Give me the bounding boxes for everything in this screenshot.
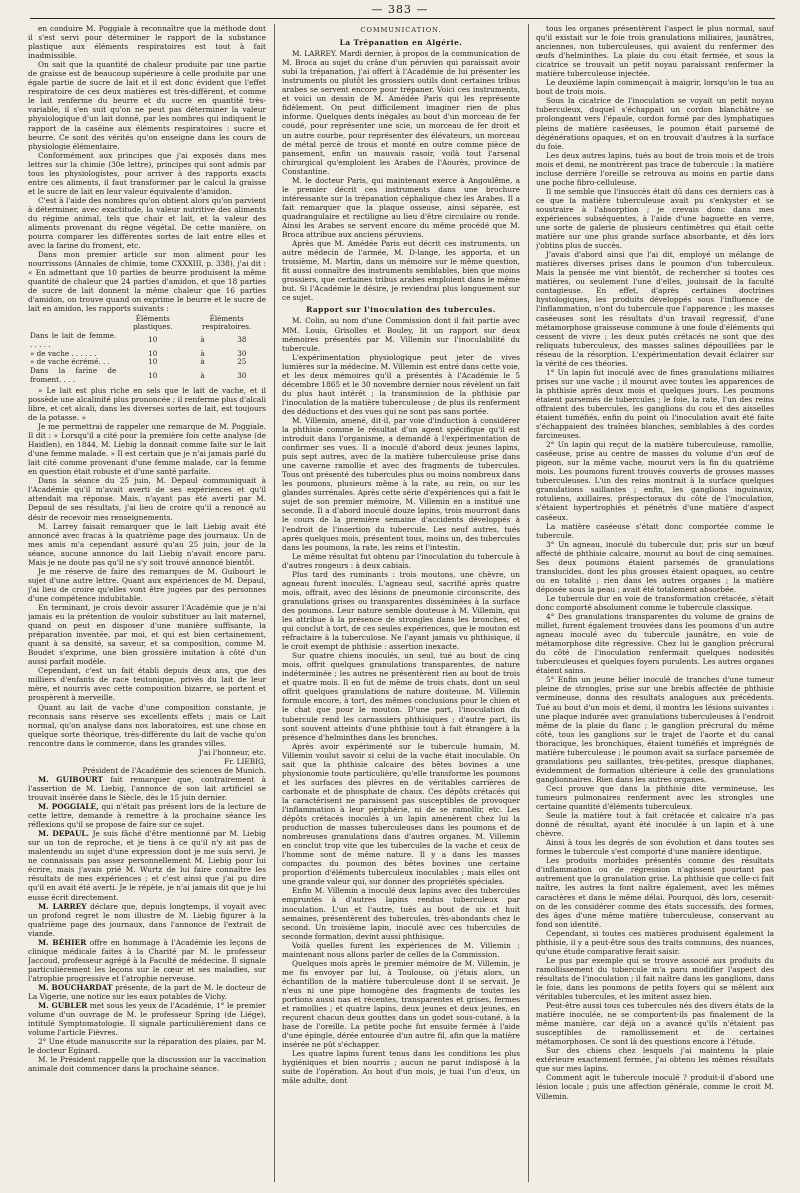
paragraph: Je me réserve de faire des remarques de M. Guibourt le sujet d'une autre lettre. Quant aux expériences de M. Depaul, j'ai lieu de croire qu'elles vont être jugées par des personnes d'une compétence indubitable.: [28, 566, 266, 603]
table-cell: 10: [148, 370, 158, 380]
table-cell: 10: [148, 357, 158, 367]
table-cell: 10: [148, 335, 158, 345]
table-header-cell: Éléments respiratoires.: [202, 313, 252, 332]
paragraph: Cependant, c'est un fait établi depuis deux ans, que des milliers d'enfants de race teutonique, privés du lait de leur mère, et nourris avec cette composition bizarre, se portent et prospèrent à merveille.: [28, 666, 266, 703]
note-text: déclare que, depuis longtemps, il voyait avec un profond regret le nom illustre de M. Liebig figurer à la quatrième page des journaux, dans l'annonce de l'extrait de viande.: [28, 901, 266, 938]
paragraph: Je me permettrai de rappeler une remarque de M. Poggiale. Il dit : « Lorsqu'il a cité pour la première fois cette analyse (de Haidlen), en 1844, M. Liebig la donnait comme faite sur le lait d'une femme malade. » Il est certain que je n'ai jamais parlé du lait cité comme provenant d'une femme malade, car la femme en question était robuste et d'une santé parfaite.: [28, 422, 266, 477]
paragraph: Quant au lait de vache d'une composition constante, je reconnais sans réserve ses excellents effets ; mais ce Lait normal, qu'on analyse dans nos laboratoires, est une chose en quelque sorte théorique, très-différente du lait de vache qu'on rencontre dans le commerce, dans les grandes villes.: [28, 702, 266, 748]
table-cell: 25: [237, 357, 247, 367]
note-text: Je suis fâché d'être mentionné par M. Liebig sur un ton de reproche, et je tiens à ce qu'il n'y ait pas de malentendu au sujet d'une expression dont je me suis servi. Je ne connaissais pas assez personnellement M. Liebig pour lui écrire, mais j'avais prié M. Wurtz de lui faire connaître les résultats de mes expériences ; et c'est ainsi que j'ai pu dire qu'il en avait été averti. Je le répète, je n'ai jamais dit que je lui eusse écrit directement.: [28, 829, 266, 902]
table-row: [28, 367, 266, 385]
speaker-name: M. BÉHIER: [38, 937, 87, 947]
paragraph: C'est à l'aide des nombres qu'on obtient alors qu'on parvient à déterminer, avec exactitude, la valeur nutritive des aliments du régime animal, tels que chair et lait, et la valeur des aliments provenant du règne végétal. De cette manière, on pourra comparer les différentes sortes de lait entre elles et avec la farine du froment, etc.: [28, 195, 266, 251]
note-text: M. le Président rappelle que la discussion sur la vaccination animale doit commencer dans la prochaine séance.: [28, 1055, 266, 1074]
paragraph: 2° Un lapin qui reçut de la matière tuberculeuse, ramollie, caséeuse, prise au centre de masses du volume d'un œuf de pigeon, sur la même vache, mourut vers la fin du quatrième mois. Les poumons furent trouvés couverts de grosses masses tuberculeuses. L'un des reins montrait à la surface quelques granulations saillantes ; enfin, les ganglions inguinaux, rotuliens, axillaires, préspectoraux du côté de l'inoculation, s'étaient hypertrophiés et pénétrés d'une matière d'aspect caséeux.: [536, 440, 774, 522]
report-title: Rapport sur l'inoculation des tubercules.: [306, 305, 496, 315]
paragraph: M. Villemin, amené, dit-il, par voie d'induction à considérer la phthisie comme le résultat d'un agent spécifique qu'il est introduit dans l'organisme, a demandé à l'expérimentation de confirmer ses vues. Il a inoculé d'abord deux jeunes lapins, puis sept autres, avec de la matière tuberculeuse prise dans une caverne ramollie et avec des fragments de tubercules. Tous ont présenté des tubercules plus ou moins nombreux dans les poumons, plusieurs même à la rate, au rein, ou sur les glandes surrénales. Après cette série d'expériences qui a fait le sujet de son premier mémoire, M. Villemin en a institué une seconde. Il a d'abord inoculé douze lapins, trois mourront dans le cours de la première semaine d'accidents développés à l'endroit de l'insertion du tubercule. Les neuf autres, tués après quelques mois, présentent tous, moins un, des tubercules dans les poumons, la rate, les reins et l'intestin.: [282, 415, 520, 552]
session-note: [28, 829, 266, 901]
paragraph: Il me semble que l'insuccès était dû dans ces derniers cas à ce que la matière tuberculeuse avait pu s'enkyster et se soustraire à l'absorption ; je crevais donc dans mes expériences subséquentes, à l'aide d'une baguette en verre, une sorte de galerie de plusieurs centimètres qui était cette matière sur une plus grande surface absorbante, et dès lors j'obtins plus de succès.: [536, 186, 774, 251]
paragraph: Après avoir expérimenté sur le tubercule humain, M. Villemin voulut savoir si celui de la vache était inoculable. On sait que la phthisie calcaire des bêtes bovines a une physionomie toute particulière, qu'elle transforme les poumons et les surfaces des plèvres en de véritables carrières de carbonate et de phosphate de chaux. Ces dépôts crétacés qui la caractérisent ne paraissent pas susceptibles de provoquer l'inflammation à leur périphérie, ni de se ramollir, etc. Les dépôts crétacés inoculés à un lapin amenèrent chez lui la production de masses tuberculeuses dans les poumons et de nombreuses granulations dans d'autres organes. M. Villemin en conclut trop vite que les tubercules de la vache et ceux de l'homme sont de même nature. Il y a dans les masses compactes du poumon des bêtes bovines une certaine proportion d'éléments tuberculeux inoculables ; mais elles ont une grande valeur qui, sur donner des propriétés spéciales.: [282, 741, 520, 887]
header-rule: [30, 18, 775, 19]
paragraph: 1° Un lapin fut inoculé avec de fines granulations miliaires prises sur une vache ; il mourut avec toutes les apparences de la phthisie après deux mois et quelques jours. Les poumons étaient parsemés de tubercules ; le foie, la rate, l'un des reins offraient des tubercules, les ganglions du cou et des aisselles étaient tuméfiés, enfin du point où l'inoculation avait été faite s'échappaient des traînées blanches, semblables à des cordes farcineuses.: [536, 367, 774, 441]
ratio-table: [28, 315, 266, 385]
paragraph: 4° Des granulations transparentes du volume de grains de millet, furent également trouvées dans les poumons d'un autre agneau inoculé avec du tubercule jaunâtre, en voie de métamorphose dite régressive. Chez lui le ganglion précrural du côté de l'inoculation renfermait quelques nodosités tuberculeuses et quelques foyers purulents. Les autres organes étaient sains.: [536, 612, 774, 676]
paragraph: Les produits morbides présentés comme des résultats d'inflammation ou de régression n'agissent pourtant pas autrement que la granulation grise. La phthisie que celle-ci fait naître, les autres la font naître également, avec les mêmes caractères et dans le même délai. Pourquoi, dès lors, ceserait-on de les considérer comme des états successifs, des formes, des âges d'une même matière tuberculeuse, conservant au fond son identité.: [536, 856, 774, 929]
paragraph: M. Larrey faisait remarquer que le lait Liebig avait été annoncé avec fracas à la quatrième page des journaux. Un de mes amis m'a cependant assuré qu'au 25 juin, jour de la séance, aucune annonce du lait Liebig n'avait encore paru. Mais je ne doute pas qu'il ne s'y soit trouvé annoncé bientôt.: [28, 521, 266, 567]
paragraph: » Le lait est plus riche en sels que le lait de vache, et il possède une alcalinité plus prononcée ; il renferme plus d'alcali libre, et cet alcali, dans les diverses sortes de lait, est toujours de la potasse. »: [28, 385, 266, 423]
table-cell: à: [200, 348, 205, 358]
session-note: [28, 802, 266, 829]
table-row: [28, 332, 266, 350]
speaker-name: M. BOUCHARDAT: [38, 982, 113, 992]
signature: Fr. LIEBIG,: [224, 756, 266, 766]
session-note: [28, 902, 266, 938]
paragraph: Quelques mois après le premier mémoire de M. Villemin, je me fis envoyer par lui, à Toulouse, où j'étais alors, un échantillon de la matière tuberculeuse dont il se servait. Je n'eus ni une pipe homogène des fragments de toutes les portions aussi nas et récentes, transparentes et grises, fermes et ramollies ; et quatre lapins, deux jeunes et deux jeunes, en reçurent chacun deux gouttes dans un godet sous-cutané, à la base de l'oreille. La petite poche fut ensuite fermée à l'aide d'une épingle, dérée entourée d'un autre fil, afin que la matière insérée ne pût s'échapper.: [282, 958, 520, 1050]
paragraph: Les quatre lapins furent tenus dans les conditions les plus hygiéniques et bien nourris ; aucun ne parut indisposé à la suite de l'opération. Au bout d'un mois, je tuai l'un d'eux, un mâle adulte, dont: [282, 1049, 520, 1086]
paragraph: En terminant, je crois devoir assurer l'Académie que je n'ai jamais eu la prétention de vouloir substituer au lait maternel, quand on peut en disposer d'une manière suffisante, la préparation inventée, par moi, et qui est bien certainement, quant à sa densité, sa saveur, et sa composition, comme M. Boudet s'exprime, une bien grossière imitation à côté d'un aussi parfait modèle.: [28, 603, 266, 667]
note-text: offre en hommage à l'Académie les leçons de clinique médicale faites à la Charité par M. le professeur Jaccoud, professeur agrégé à la Faculté de médecine. Il signale particulièrement les leçons sur le cœur et ses maladies, sur l'atrophie progressive et l'atrophie nerveuse.: [28, 937, 266, 983]
note-text: 2° Une étude manuscrite sur la réparation des plaies, par M. le docteur Eginard.: [28, 1037, 266, 1056]
session-note: [28, 983, 266, 1001]
paragraph: Comment agit le tubercule inoculé ? produit-il d'abord une lésion locale ; puis une affection générale, comme le croit M. Villemin.: [536, 1073, 774, 1101]
paragraph: Peut-être aussi tous ces tubercules nés des divers états de la matière inoculée, ne se comportent-ils pas finalement de la même manière, car déjà on a avancé qu'ils n'étaient pas susceptibles de ramollissement et de certaines métamorphoses. Ce sont là des questions encore à l'étude.: [536, 1001, 774, 1047]
table-cell: à: [200, 357, 205, 367]
table-cell: » de vache . . . . . .: [30, 348, 97, 358]
paragraph: Après que M. Amédée Paris eut décrit ces instruments, un autre médecin de l'armée, M. D-lange, les apporta, et un troisième, M. Martin, dans un mémoire sur le même question, fit aussi connaître des instruments semblables, bien que moins grossiers, que certaines tribus arabes emploient dans le même but. Si l'Académie le désire, je reviendrai plus longuement sur ce sujet.: [282, 239, 520, 303]
paragraph: en conduire M. Poggiale à reconnaître que la méthode dont il s'est servi pour déterminer le rapport de la substance plastique aux éléments respiratoires est tout à fait inadmissible.: [28, 24, 266, 61]
speaker-name: M. LARREY: [38, 901, 87, 911]
speaker-name: M. DEPAUL.: [38, 829, 90, 839]
paragraph: La matière caséeuse s'était donc comportée comme le tubercule.: [536, 521, 774, 540]
paragraph: Les deux autres lapins, tués au bout de trois mois et de trois mois et demi, ne montrèrent pas trace de tubercule : la matière incluse derrière l'oreille se retrouva au moins en partie dans une poche fibro-celluleuse.: [536, 150, 774, 187]
paragraph: Enfin M. Villemin a inoculé deux lapins avec des tubercules empruntés à d'autres lapins rendus tuberculeux par inoculation. L'un et l'autre, tués au bout de six et huit semaines, présentèrent des tubercules, très-abondants chez le second. Un troisième lapin, inoculé avec ces tubercules de seconde formation, devint aussi phthisique.: [282, 886, 520, 941]
paragraph: 3° Un agneau, inoculé du tubercule dur, pris sur un bœuf affecté de phthisie calcaire, mourut au bout de cinq semaines. Ses deux poumons étaient parsemés de granulations translucides, dont les plus grosses étaient opaques, au centre ou en totalité ; rien dans les autres organes ; la matière déposée sous la peau ; avait été totalement absorbée.: [536, 539, 774, 594]
table-cell: 38: [237, 335, 247, 345]
closing-line: J'ai l'honneur, etc.: [198, 747, 266, 757]
session-note: [28, 1055, 266, 1073]
table-cell: Dans la farine de froment. . . .: [30, 366, 117, 385]
paragraph: Dans mon premier article sur mon aliment pour les nourrissons (Annales de chimie, tome CXXXIII, p. 338), j'ai dit : « En admettant que 10 parties de beurre produisent la même quantité de chaleur que 24 parties d'amidon, et que 18 parties de sucre de lait donnent la même chaleur que 16 parties d'amidon, on trouve quand on exprime le beurre et le sucre de lait en amidon, les rapports suivants :: [28, 250, 266, 314]
session-note: [28, 1037, 266, 1055]
paragraph: Le pus par exemple qui se trouve associé aux produits du ramollissement du tubercule m'a paru modifier l'aspect des résultats de l'inoculation ; il fait naître dans les ganglions, dans le foie, dans les poumons de petits foyers qui se mêlent aux véritables tubercules, et les imitent assez bien.: [536, 955, 774, 1002]
article-title: La Trépanation en Algérie.: [339, 38, 463, 48]
paragraph: L'expérimentation physiologique peut jeter de vives lumières sur la médecine. M. Villemin est entré dans cette voie, et les deux mémoires qu'il a présentés à l'Académie le 5 décembre 1865 et le 30 novembre dernier nous révèlent un fait du plus haut intérêt ; la transmission de la phthisie par l'inoculation de la matière tuberculeuse ; de plus ils renferment des déductions et des vues qui ne sont pas sans portée.: [282, 352, 520, 416]
note-text: présente, de la part de M. le docteur de La Vigerie, une notice sur les eaux potables de Vichy.: [28, 982, 266, 1002]
paragraph: Sous la cicatrice de l'inoculation se voyait un petit noyau tuberculeux, duquel s'échappait un cordon blanchâtre se prolongeant vers l'épaule, cordon formé par des lymphatiques pleins de matière caséeuses, le poumon était parsemé de dégénérations opaques, et on en trouvait d'autres à la surface du foie.: [536, 96, 774, 151]
table-cell: à: [200, 370, 205, 380]
session-note: [28, 938, 266, 983]
paragraph: Plus tard des ruminants : trois moutons, une chèvre, un agneau furent inoculés. L'agneau seul, sacrifié après quatre mois, offrait, avec des lésions de pneumonie circonscrite, des granulations grises ou transparentes disséminées à la surface des poumons. Leur nature semble douteuse à M. Villemin, qui les attribue à la présence de strongles dans les bronches, et qui conclut à tort, de ces seules expériences, que le mouton est réfractaire à la tuberculose. Ne l'ayant jamais vu phthisique, il le croit exempt de phthisie : assertion inexacte.: [282, 569, 520, 652]
paragraph: J'avais d'abord ainsi que l'ai dit, employé un mélange de matières diverses prises dans le poumon d'un tuberculeux. Mais la pensée me vint bientôt, de rechercher si toutes ces matières, ou seulement l'une d'elles, jouissait de la faculté contagieuse. En effet, d'après certaines doctrines hystologiques, les produits développés sous l'influence de l'inflammation, n'ont du tubercule que l'apparence ; les masses caséeuses sont les résultats d'un travail regressif, d'une métamorphose graisseuse commune à une foule d'éléments qui cessent de vivre ; les deux putés crétacés ne sont que des reliquats tuberculeux, des masses salines dépouillées par le réseau de la résorption. L'expérimentation devait éclairer sur la vérité de ces théories.: [536, 250, 774, 368]
table-cell: Dans le lait de femme. . . . . .: [30, 331, 117, 349]
column-right: [536, 24, 774, 1184]
paragraph: On sait que la quantité de chaleur produite par une partie de graisse est de beaucoup supérieure à celle produite par une égale partie de sucre de lait et il est donc évident que l'effet respiratoire de ces deux matières est très-différent, et comme le lait renferme du beurre et du sucre en quantité très-variable, il s'en suit qu'on ne peut pas déterminer la valeur physiologique d'un lait donné, par les nombres qui indiquent le rapport de la caséine aux éléments respiratoires : sucre et beurre. Ce sont des vérités qu'on enseigne dans les cours de physiologie élémentaire.: [28, 60, 266, 151]
note-text: fait remarquer que, contrairement à l'assertion de M. Liebig, l'annonce de son lait artificiel se trouvait insérée dans le Siècle, dès le 15 juin dernier.: [28, 774, 266, 802]
paragraph: Ainsi à tous les degrés de son évolution et dans toutes ses formes le tubercule s'est comporté d'une manière identique.: [536, 838, 774, 857]
paragraph: Le deuxième lapin commençait à maigrir, lorsqu'on le tua au bout de trois mois.: [536, 78, 774, 97]
paragraph: tous les organes présentèrent l'aspect le plus normal, sauf qu'il existait sur le foie trois granulations miliaires, jaunâtres, anciennes, non tuberculeuses, qui avaient du renfermer des œufs d'helminthes. La plaie du cou était fermée, et sous la cicatrice se trouvait un petit noyau paraissant renfermer la matière tuberculeuse injectée.: [536, 24, 774, 79]
session-note: [28, 1001, 266, 1037]
paragraph: M. le docteur Paris, qui maintenant exerce à Angoulême, a le premier décrit ces instruments dans une brochure intéressante sur la trépanation céphalique chez les Arabes. Il a fait remarquer que la plaque osseuse, ainsi séparée, est quadrangulaire et rectiligne au lieu d'être circulaire ou ronde. Ainsi les Arabes se servent encore du même procédé que M. Broca attribue aux anciens péruviens.: [282, 175, 520, 240]
paragraph: Dans la séance du 25 juin, M. Depaul communiquait à l'Académie qu'il m'avait averti de ses expériences et qu'il attendait ma réponse. Mais, n'ayant pas été averti par M. Depaul de ses résultats, j'ai lieu de croire qu'il a renoncé au désir de recevoir mes renseignements.: [28, 476, 266, 522]
paragraph: Seule la matière tout à fait crétacée et calcaire n'a pas donné de résultat, ayant été inoculée à un lapin et à une chèvre.: [536, 811, 774, 839]
table-cell: à: [200, 335, 205, 345]
paragraph: Le tubercule dur en voie de transformation crétacée, s'était donc comporté absolument comme le tubercule classique.: [536, 593, 774, 612]
paragraph: M. LARREY. Mardi dernier, à propos de la communication de M. Broca au sujet du crâne d'un péruvien qui paraissait avoir subi la trépanation, j'ai offert à l'Académie de lui présenter les instruments ou plutôt les grossiers outils dont certaines tribus arabes se servent encore pour trépaner. Voici ces instruments, et voici un dessin de M. Amédée Paris qui les représente fidèlement. On peut difficilement imaginer rien de plus informe. Quelques dents inégales au bout d'un morceau de fer coudé, pour représenter une scie, un morceau de fer droit et un autre courbe, pour représenter des élévateurs, un morceau de métal percé de trous et monté en outre comme pièce de pansement, enfin un mauvais rasoir, voilà tout l'arsenal chirurgical qu'emploient les Arabes de l'Aourès, province de Constantine.: [282, 49, 520, 176]
signature-title: Président de l'Académie des sciences de Munich.: [82, 765, 266, 775]
section-label: COMMUNICATION.: [360, 26, 442, 34]
table-cell: » de vache écrémé. . .: [30, 357, 110, 367]
paragraph: Ceci prouve que dans la phthisie dite vermineuse, les tumeurs pulmonaires renferment avec les strongles une certaine quantité d'éléments tuberculeux.: [536, 783, 774, 812]
article-columns: [28, 24, 778, 1184]
paragraph: 5° Enfin un jeune bélier inoculé de tranches d'une tumeur pleine de strongles, prise sur une brebis affectée de phthisie vermineuse, donna des résultats analogues aux précédents. Tué au bout d'un mois et demi, il montra les lésions suivantes : une plaque indurée avec granulations tuberculeuses à l'endroit même de la plaie du flanc ; le ganglion précrural du même côté, tous les ganglions sur le trajet de l'aorte et du canal thoracique, les bronchiques, étaient tuméfiés et imprégnés de matière tuberculeuse ; le poumon avait sa surface parsemée de granulations peu saillantes, très-petites, presque diaphanes, évidemment de formation ultérieure à celle des granulations ganglionnaires. Rien dans les autres organes.: [536, 675, 774, 784]
column-middle: [282, 24, 520, 1184]
note-text: met sous les yeux de l'Académie, 1° le premier volume d'un ouvrage de M. le professeur Spring (de Liége), intitulé Symptomatologie. Il signale particulièrement dans ce volume l'article Fièvres.: [28, 1001, 266, 1038]
table-cell: 30: [237, 370, 247, 380]
table-header-cell: [28, 315, 118, 333]
table-cell: 10: [148, 348, 158, 358]
paragraph: Conformément aux principes que j'ai exposés dans mes lettres sur la chimie (30e lettre), principes qui sont admis par tous les physiologistes, pour arriver à des rapports exacts entre ces aliments, il faut transformer par le calcul la graisse et le sucre de lait en leur valeur équivalente d'amidon.: [28, 150, 266, 196]
session-note: [28, 775, 266, 802]
paragraph: Sur quatre chiens inoculés, un seul, tué au bout de cinq mois, offrit quelques granulations transparentes, de nature indéterminée ; les autres ne présentèrent rien au bout de trois et quatre mois. Il en fut de même de trois chats, dont un seul offrit quelques granulations de nature douteuse. M. Villemin formule encore, à tort, des mêmes conclusions pour le chien et le chat que pour le mouton. D'une part, l'inoculation du tubercule rend les carnassiers phthisiques ; d'autre part, ils sont souvent atteints d'une phthisie tout à fait étrangère à la présence d'helminthes dans les bronches.: [282, 651, 520, 742]
column-left: [28, 24, 266, 1184]
table-header-cell: Éléments plastiques.: [132, 313, 173, 332]
paragraph: Voilà quelles furent les expériences de M. Villemin ; maintenant nous allons parler de celles de la Commission.: [282, 940, 520, 959]
paragraph: Le même résultat fut obtenu par l'inoculation du tubercule à d'autres rongeurs : à deux cabiais.: [282, 551, 520, 570]
speaker-name: M. GUBLER: [38, 1001, 88, 1011]
page-number: — 383 —: [371, 3, 429, 16]
paragraph: Cependant, si toutes ces matières produisent également la phthisie, il y a peut-être sous des traits communs, des nuances, qu'une étude comparative ferait saisir.: [536, 928, 774, 956]
table-cell: 30: [237, 348, 247, 358]
note-text: qui n'était pas présent lors de la lecture de cette lettre, demande à remettre à la prochaine séance les réflexions qu'il se propose de faire sur ce sujet.: [28, 802, 266, 830]
speaker-name: M. GUIBOURT: [38, 774, 103, 784]
paragraph: M. Colin, au nom d'une Commission dont il fait partie avec MM. Louis, Grisolles et Bouley, lit un rapport sur deux mémoires présentés par M. Villemin sur l'inoculabilité du tubercule.: [282, 316, 520, 353]
speaker-name: M. POGGIALE,: [38, 802, 99, 812]
paragraph: Sur des chiens chez lesquels j'ai maintenu la plaie extérieure exactement fermée, j'ai obtenu les mêmes résultats que sur mes lapins.: [536, 1046, 774, 1074]
